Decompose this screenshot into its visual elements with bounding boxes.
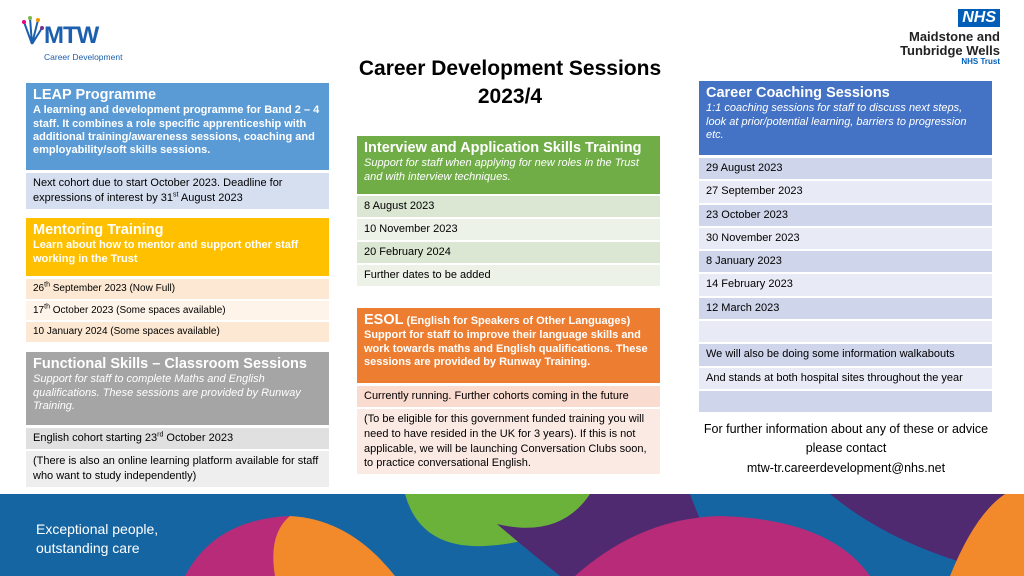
nhs-logo xyxy=(900,9,1000,67)
leap-section xyxy=(26,83,329,211)
page-title-line1: Career Development Sessions xyxy=(358,57,662,80)
date-sup: th xyxy=(44,303,50,311)
list-item: (There is also an online learning platform available for staff who want to study independently) xyxy=(26,451,329,489)
date-text: 26 xyxy=(33,283,45,294)
list-item: 12 March 2023 xyxy=(699,298,992,321)
esol-title-expansion: (English for Speakers of Other Languages) xyxy=(403,315,631,327)
list-item: 8 August 2023 xyxy=(357,196,660,219)
interview-description: Support for staff when applying for new roles in the Trust and with interview techniques. xyxy=(364,157,639,183)
footer-banner xyxy=(0,494,1024,576)
mentoring-title: Mentoring Training xyxy=(33,222,164,238)
date-text-end: September 2023 (Now Full) xyxy=(49,283,176,294)
list-item: Further dates to be added xyxy=(357,265,660,288)
contact-info xyxy=(700,420,992,478)
tagline-line2: outstanding care xyxy=(36,539,140,556)
list-item xyxy=(26,279,329,301)
fireworks-icon xyxy=(20,14,44,46)
contact-email[interactable]: mtw-tr.careerdevelopment@nhs.net xyxy=(746,460,946,475)
nhs-trust-name: Maidstone and xyxy=(908,28,1000,44)
list-item: 30 November 2023 xyxy=(699,228,992,251)
list-item: We will also be doing some information walkabouts xyxy=(699,344,992,367)
mentoring-header xyxy=(26,218,329,276)
list-item: 27 September 2023 xyxy=(699,181,992,204)
list-item: (To be eligible for this government funded training you will need to have resided in the UK for 3 years). If this is not applicable, we will be launching Conversation Clubs soon, to practice conversational English. xyxy=(357,409,660,476)
interview-header xyxy=(357,136,660,194)
list-item xyxy=(699,321,992,344)
leap-row xyxy=(26,173,329,211)
coaching-description: 1:1 coaching sessions for staff to discuss next steps, look at prior/potential learning, barriers to progression etc. xyxy=(706,102,967,141)
date-text: 17 xyxy=(33,304,45,316)
contact-text: For further information about any of these or advice please contact xyxy=(703,422,989,456)
list-item: 8 January 2023 xyxy=(699,251,992,274)
coaching-header xyxy=(699,81,992,155)
list-item xyxy=(699,391,992,414)
mtw-subtitle: Career Development xyxy=(44,52,123,62)
list-item xyxy=(26,428,329,451)
interview-title: Interview and Application Skills Training xyxy=(364,140,642,156)
date-text-end: October 2023 (Some spaces available) xyxy=(49,304,226,316)
list-item: 29 August 2023 xyxy=(699,158,992,181)
leap-row-sup: st xyxy=(173,191,179,199)
functional-header xyxy=(26,352,329,425)
mtw-logo xyxy=(20,14,140,64)
list-item: 20 February 2024 xyxy=(357,242,660,265)
functional-title: Functional Skills – Classroom Sessions xyxy=(33,356,307,372)
esol-header xyxy=(357,308,660,383)
list-item: 14 February 2023 xyxy=(699,274,992,297)
list-item: And stands at both hospital sites throughout the year xyxy=(699,368,992,391)
row-sup: rd xyxy=(157,431,164,439)
leap-title: LEAP Programme xyxy=(33,87,157,103)
list-item: Currently running. Further cohorts coming in the future xyxy=(357,386,660,409)
tagline-line1: Exceptional people, xyxy=(36,521,159,537)
page-title-line2: 2023/4 xyxy=(477,85,543,109)
leap-row-text: Next cohort due to start October 2023. Deadline for expressions of interest by 31 xyxy=(33,177,283,204)
esol-description: Support for staff to improve their language skills and work towards maths and English qualifications. These sessions are provided by Runway Training. xyxy=(364,329,648,368)
functional-skills-section xyxy=(26,352,329,489)
date-sup: th xyxy=(44,281,50,289)
list-item: 10 November 2023 xyxy=(357,219,660,242)
mentoring-section xyxy=(26,218,329,344)
leap-header xyxy=(26,83,329,170)
nhs-trust-name-2: Tunbridge Wells xyxy=(900,42,1000,58)
row-text: English cohort starting 23 xyxy=(33,432,158,444)
nhs-trust-label: NHS Trust xyxy=(961,57,1000,67)
coaching-title: Career Coaching Sessions xyxy=(706,85,890,101)
esol-title: ESOL xyxy=(364,312,404,328)
mentoring-description: Learn about how to mentor and support other staff working in the Trust xyxy=(33,239,299,265)
leap-row-text-end: August 2023 xyxy=(178,191,243,204)
leap-description: A learning and development programme for Band 2 – 4 staff. It combines a role specific apprenticeship with additional training/awareness sessions, coaching and employability/soft skills sessions. xyxy=(33,104,320,156)
page-title xyxy=(340,55,680,112)
tagline xyxy=(36,520,158,558)
list-item xyxy=(26,322,329,344)
shape-orange xyxy=(273,516,395,576)
row-text-end: October 2023 xyxy=(163,432,234,444)
coaching-section xyxy=(699,81,992,414)
list-item: 23 October 2023 xyxy=(699,205,992,228)
functional-description: Support for staff to complete Maths and English qualifications. These sessions are provided by Runway Training. xyxy=(33,373,301,412)
mtw-wordmark: MTW xyxy=(44,22,99,49)
interview-section xyxy=(357,136,660,288)
list-item xyxy=(26,301,329,323)
esol-section xyxy=(357,308,660,476)
nhs-badge: NHS xyxy=(958,9,1000,27)
date-text: 10 January 2024 (Some spaces available) xyxy=(33,326,220,337)
